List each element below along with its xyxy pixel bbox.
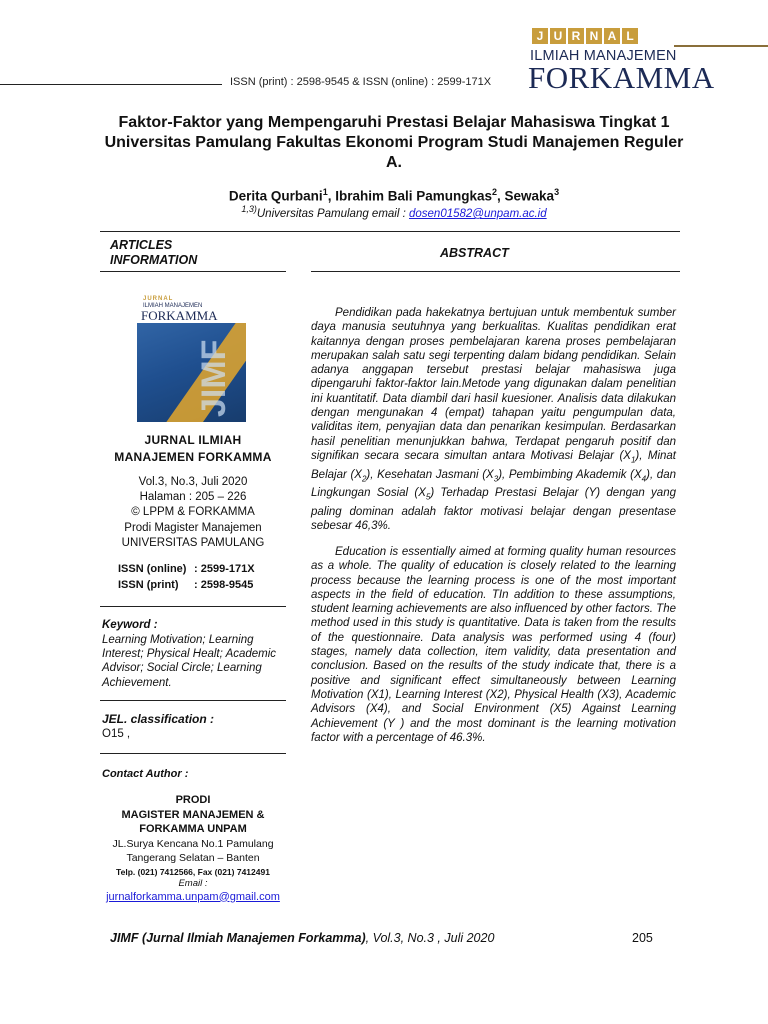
logo-subtitle: ILMIAH MANAJEMEN: [530, 48, 677, 64]
logo-rule: [674, 45, 768, 47]
journal-cover-image: JURNAL ILMIAH MANAJEMEN FORKAMMA JIMF: [137, 293, 246, 422]
footer-citation: JIMF (Jurnal Ilmiah Manajemen Forkamma), Vol.3, No.3 , Juli 2020: [110, 931, 495, 945]
jel-value: O15 ,: [102, 728, 131, 740]
abstract-heading: ABSTRACT: [440, 246, 509, 260]
jel-label: JEL. classification :: [102, 712, 215, 726]
journal-logo: [526, 22, 768, 98]
logo-name: FORKAMMA: [528, 60, 715, 95]
page-number: 205: [632, 931, 653, 945]
left-rule-4: [100, 753, 286, 754]
header-rule: [0, 84, 222, 85]
abstract-indonesian: Pendidikan pada hakekatnya bertujuan untuk membentuk sumber daya manusia seutuhnya yang berkualitas. Kualitas pendidikan erat kaitannya dengan proses pembelajaran karena proses pembelajaran merupakan salah satu segi terpenting dalam bidang pendidikan. Selain adanya anggapan tersebut prestasi belajar mahasiswa juga dipengaruhi faktor-faktor lain.Metode yang digunakan dalam penelitian ini kuantitatif. Data diambil dari hasil kuesioner. Analisis data dilakukan dengan mengunakan 4 (empat) tahapan yaitu pengumpulan data, validitas item, penyajian data dan penarikan kesimpulan. Berdasarkan hasil penelitian menunjukkan bahwa, Terdapat pengaruh positif dan signifikan secara secara simultan antara Motivasi Belajar $(X_1)$, Minat Belajar $(X_2)$, Kesehatan Jasmani $(X_3)$, Pembimbing Akademik $(X_4)$, dan Lingkungan Sosial $(X_5)$ Terhadap Prestasi Belajar (Y) dengan yang paling dominan adalah faktor motivasi belajar dengan presentase sebesar 46,3%.: [311, 307, 677, 533]
keyword-label: Keyword :: [102, 619, 158, 631]
abstract-rule: [311, 271, 680, 272]
contact-label: Contact Author :: [102, 768, 189, 780]
articles-info-heading: ARTICLES INFORMATION: [110, 238, 198, 267]
journal-name: JURNAL ILMIAH MANAJEMEN FORKAMMA: [114, 433, 272, 464]
logo-jurnal-letters: J U R N A L: [532, 28, 638, 44]
keyword-text: Learning Motivation; Learning Interest; Physical Healt; Academic Advisor; Social Circle; Learning Achievement.: [102, 634, 277, 689]
left-rule-2: [100, 606, 286, 607]
left-rule-1: [100, 271, 286, 272]
paper-affiliation: $^{1,3)}$Universitas Pamulang email : dosen01582@unpam.ac.id: [241, 204, 547, 220]
journal-info: Vol.3, No.3, Juli 2020 Halaman : 205 – 226 © LPPM & FORKAMMA Prodi Magister Manajemen UNIVERSITAS PAMULANG: [121, 476, 265, 549]
section-rule-top: [100, 231, 680, 232]
contact-block: PRODI MAGISTER MANAJEMEN & FORKAMMA UNPAM JL.Surya Kencana No.1 Pamulang Tangerang Selatan – Banten Telp. (021) 7412566, Fax (021) 7412491 Email : jurnalforkamma.unpam@gmail.com: [100, 793, 286, 905]
abstract-english: Education is essentially aimed at forming quality human resources as a whole. The quality of education is closely related to the learning process because the learning process is one of the most important aspects in the field of education. TIn addition to these assumptions, student learning achievements are also influenced by other factors. The method used in this study is quantitative. Data is taken from the results of the questionnaire. Data analysis was performed using 4 (four) stages, namely data collection, item validity, data presentation and conclusion. Based on the results of the study indicate that, there is a positive and significant effect simultaneously between Learning Motivation (X1), Learning Interest (X2), Physical Health (X3), Academic Advisors (X4), and Social Environment (X5) Against Learning Achievement (Y ) and the most dominant is the learning motivation factor with a percentage of 46.3%.: [311, 546, 676, 744]
left-rule-3: [100, 700, 286, 701]
author-email-link[interactable]: dosen01582@unpam.ac.id: [409, 207, 547, 220]
paper-authors: Derita Qurbani$^1$, Ibrahim Bali Pamungkas$^2$, Sewaka$^3$: [228, 187, 560, 204]
paper-title: Faktor-Faktor yang Mempengaruhi Prestasi Belajar Mahasiswa Tingkat 1 Universitas Pamulang Fakultas Ekonomi Program Studi Manajemen Reguler A.: [104, 114, 684, 171]
issn-table: ISSN (online) : 2599-171X ISSN (print) : 2598-9545: [118, 563, 255, 591]
contact-email-link[interactable]: jurnalforkamma.unpam@gmail.com: [106, 890, 280, 903]
header-issn: ISSN (print) : 2598-9545 & ISSN (online) : 2599-171X: [230, 76, 492, 88]
